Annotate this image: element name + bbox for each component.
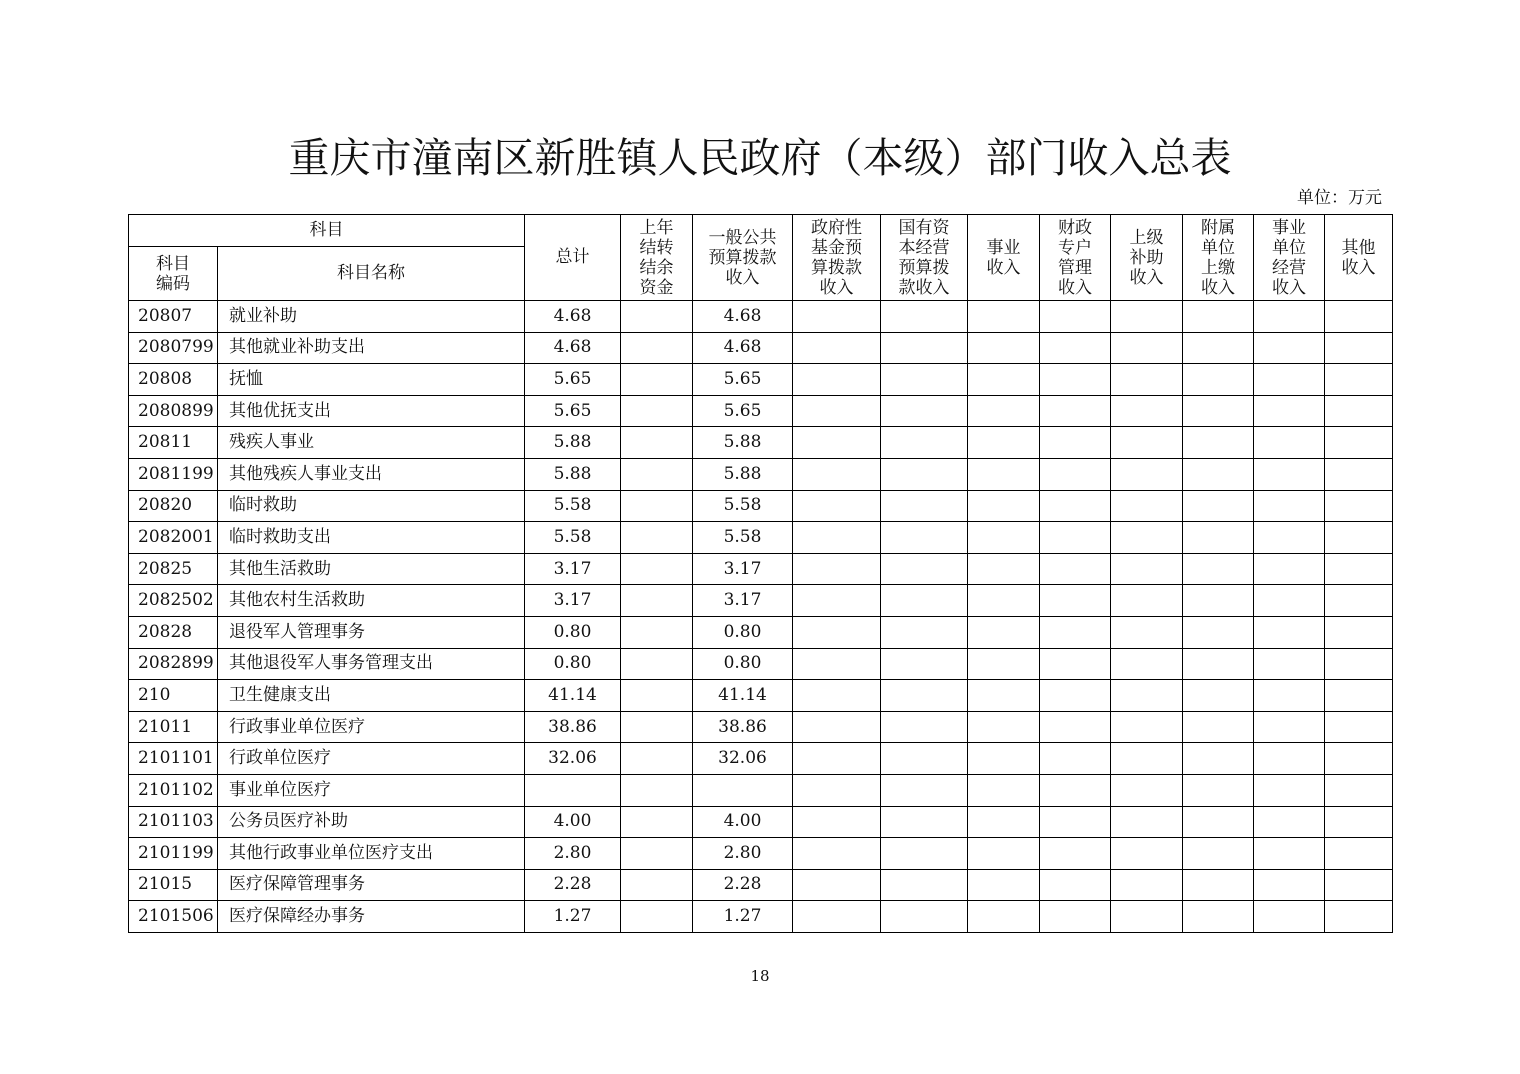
- table-row: [129, 395, 1393, 427]
- table-row: [129, 585, 1393, 617]
- cell-gov-fund: [793, 869, 881, 901]
- cell-total: 4.68: [525, 301, 621, 333]
- cell-total: [525, 774, 621, 806]
- cell-gov-fund: [793, 427, 881, 459]
- cell-superior-subsidy: [1111, 743, 1183, 775]
- header-subject-group: 科目: [129, 215, 525, 247]
- cell-business: [968, 743, 1040, 775]
- cell-code: 2101101: [129, 743, 218, 775]
- cell-fiscal-special: [1040, 774, 1111, 806]
- cell-superior-subsidy: [1111, 332, 1183, 364]
- cell-affiliated: [1183, 585, 1254, 617]
- cell-fiscal-special: [1040, 427, 1111, 459]
- cell-business: [968, 301, 1040, 333]
- cell-carryover: [621, 616, 693, 648]
- cell-fiscal-special: [1040, 680, 1111, 712]
- cell-carryover: [621, 490, 693, 522]
- cell-other: [1325, 585, 1393, 617]
- cell-business-operation: [1254, 901, 1325, 933]
- cell-business: [968, 869, 1040, 901]
- cell-general-budget: 5.58: [693, 490, 793, 522]
- cell-gov-fund: [793, 522, 881, 554]
- cell-carryover: [621, 838, 693, 870]
- cell-total: 1.27: [525, 901, 621, 933]
- cell-state-capital: [881, 585, 968, 617]
- cell-business: [968, 901, 1040, 933]
- cell-superior-subsidy: [1111, 553, 1183, 585]
- cell-general-budget: 5.88: [693, 427, 793, 459]
- cell-business: [968, 806, 1040, 838]
- cell-business: [968, 553, 1040, 585]
- cell-carryover: [621, 332, 693, 364]
- cell-fiscal-special: [1040, 395, 1111, 427]
- cell-superior-subsidy: [1111, 806, 1183, 838]
- cell-total: 0.80: [525, 648, 621, 680]
- cell-state-capital: [881, 901, 968, 933]
- cell-general-budget: 4.68: [693, 332, 793, 364]
- table-row: [129, 458, 1393, 490]
- table-row: [129, 522, 1393, 554]
- cell-general-budget: [693, 774, 793, 806]
- table-row: [129, 490, 1393, 522]
- table-row: [129, 616, 1393, 648]
- table-row: [129, 901, 1393, 933]
- cell-superior-subsidy: [1111, 395, 1183, 427]
- cell-total: 4.68: [525, 332, 621, 364]
- cell-code: 2081199: [129, 458, 218, 490]
- cell-affiliated: [1183, 901, 1254, 933]
- cell-business-operation: [1254, 774, 1325, 806]
- income-table: [128, 214, 1393, 933]
- cell-state-capital: [881, 522, 968, 554]
- cell-gov-fund: [793, 901, 881, 933]
- cell-name: 残疾人事业: [218, 427, 525, 459]
- cell-affiliated: [1183, 490, 1254, 522]
- cell-general-budget: 0.80: [693, 616, 793, 648]
- cell-superior-subsidy: [1111, 458, 1183, 490]
- header-affiliated: 附属 单位 上缴 收入: [1183, 215, 1254, 301]
- cell-name: 退役军人管理事务: [218, 616, 525, 648]
- cell-fiscal-special: [1040, 869, 1111, 901]
- cell-general-budget: 2.80: [693, 838, 793, 870]
- cell-fiscal-special: [1040, 332, 1111, 364]
- cell-general-budget: 2.28: [693, 869, 793, 901]
- cell-fiscal-special: [1040, 711, 1111, 743]
- cell-total: 0.80: [525, 616, 621, 648]
- cell-total: 38.86: [525, 711, 621, 743]
- cell-affiliated: [1183, 838, 1254, 870]
- cell-other: [1325, 458, 1393, 490]
- cell-business-operation: [1254, 395, 1325, 427]
- cell-affiliated: [1183, 301, 1254, 333]
- table-row: [129, 774, 1393, 806]
- cell-fiscal-special: [1040, 522, 1111, 554]
- cell-state-capital: [881, 680, 968, 712]
- cell-code: 2082899: [129, 648, 218, 680]
- cell-gov-fund: [793, 395, 881, 427]
- cell-carryover: [621, 648, 693, 680]
- cell-state-capital: [881, 364, 968, 396]
- cell-state-capital: [881, 332, 968, 364]
- table-row: [129, 806, 1393, 838]
- cell-code: 210: [129, 680, 218, 712]
- cell-total: 2.28: [525, 869, 621, 901]
- cell-business: [968, 490, 1040, 522]
- cell-other: [1325, 648, 1393, 680]
- cell-business-operation: [1254, 648, 1325, 680]
- cell-general-budget: 38.86: [693, 711, 793, 743]
- cell-affiliated: [1183, 806, 1254, 838]
- cell-superior-subsidy: [1111, 522, 1183, 554]
- cell-superior-subsidy: [1111, 364, 1183, 396]
- table-row: [129, 869, 1393, 901]
- cell-fiscal-special: [1040, 490, 1111, 522]
- cell-total: 5.88: [525, 458, 621, 490]
- cell-business: [968, 458, 1040, 490]
- cell-state-capital: [881, 711, 968, 743]
- cell-state-capital: [881, 427, 968, 459]
- cell-affiliated: [1183, 743, 1254, 775]
- cell-affiliated: [1183, 680, 1254, 712]
- table-row: [129, 711, 1393, 743]
- cell-affiliated: [1183, 427, 1254, 459]
- table-row: [129, 553, 1393, 585]
- cell-gov-fund: [793, 616, 881, 648]
- header-business: 事业 收入: [968, 215, 1040, 301]
- cell-affiliated: [1183, 458, 1254, 490]
- cell-carryover: [621, 806, 693, 838]
- cell-carryover: [621, 901, 693, 933]
- cell-gov-fund: [793, 806, 881, 838]
- cell-name: 其他残疾人事业支出: [218, 458, 525, 490]
- cell-total: 5.65: [525, 364, 621, 396]
- cell-gov-fund: [793, 553, 881, 585]
- cell-code: 2101199: [129, 838, 218, 870]
- cell-other: [1325, 680, 1393, 712]
- header-code: 科目 编码: [129, 247, 218, 301]
- cell-code: 20828: [129, 616, 218, 648]
- cell-other: [1325, 553, 1393, 585]
- cell-gov-fund: [793, 585, 881, 617]
- cell-affiliated: [1183, 332, 1254, 364]
- cell-other: [1325, 901, 1393, 933]
- header-general-budget: 一般公共 预算拨款 收入: [693, 215, 793, 301]
- cell-gov-fund: [793, 364, 881, 396]
- cell-state-capital: [881, 806, 968, 838]
- cell-code: 21011: [129, 711, 218, 743]
- unit-label: 单位：万元: [1297, 188, 1382, 208]
- page-number: 18: [750, 967, 770, 985]
- cell-carryover: [621, 585, 693, 617]
- cell-other: [1325, 427, 1393, 459]
- cell-name: 医疗保障经办事务: [218, 901, 525, 933]
- cell-gov-fund: [793, 743, 881, 775]
- cell-general-budget: 5.65: [693, 364, 793, 396]
- cell-state-capital: [881, 301, 968, 333]
- table-row: [129, 332, 1393, 364]
- cell-general-budget: 1.27: [693, 901, 793, 933]
- header-business-operation: 事业 单位 经营 收入: [1254, 215, 1325, 301]
- cell-total: 32.06: [525, 743, 621, 775]
- cell-state-capital: [881, 743, 968, 775]
- table-row: [129, 364, 1393, 396]
- cell-business-operation: [1254, 553, 1325, 585]
- cell-business: [968, 395, 1040, 427]
- cell-code: 2080899: [129, 395, 218, 427]
- cell-affiliated: [1183, 553, 1254, 585]
- cell-name: 就业补助: [218, 301, 525, 333]
- cell-name: 其他行政事业单位医疗支出: [218, 838, 525, 870]
- cell-superior-subsidy: [1111, 427, 1183, 459]
- cell-affiliated: [1183, 395, 1254, 427]
- cell-name: 其他农村生活救助: [218, 585, 525, 617]
- cell-carryover: [621, 743, 693, 775]
- cell-code: 2101506: [129, 901, 218, 933]
- cell-state-capital: [881, 553, 968, 585]
- cell-general-budget: 32.06: [693, 743, 793, 775]
- cell-state-capital: [881, 490, 968, 522]
- cell-general-budget: 4.00: [693, 806, 793, 838]
- cell-code: 20825: [129, 553, 218, 585]
- header-total: 总计: [525, 215, 621, 301]
- cell-business: [968, 585, 1040, 617]
- cell-business-operation: [1254, 427, 1325, 459]
- cell-name: 其他优抚支出: [218, 395, 525, 427]
- table-body: [129, 301, 1393, 933]
- cell-carryover: [621, 711, 693, 743]
- cell-business-operation: [1254, 585, 1325, 617]
- table-row: [129, 680, 1393, 712]
- cell-state-capital: [881, 648, 968, 680]
- cell-other: [1325, 806, 1393, 838]
- cell-total: 3.17: [525, 585, 621, 617]
- cell-other: [1325, 743, 1393, 775]
- cell-business: [968, 427, 1040, 459]
- cell-total: 3.17: [525, 553, 621, 585]
- cell-business: [968, 332, 1040, 364]
- cell-gov-fund: [793, 490, 881, 522]
- cell-code: 20811: [129, 427, 218, 459]
- cell-code: 2082502: [129, 585, 218, 617]
- cell-total: 4.00: [525, 806, 621, 838]
- cell-business-operation: [1254, 301, 1325, 333]
- cell-gov-fund: [793, 458, 881, 490]
- cell-business: [968, 648, 1040, 680]
- cell-gov-fund: [793, 680, 881, 712]
- cell-fiscal-special: [1040, 585, 1111, 617]
- cell-total: 41.14: [525, 680, 621, 712]
- cell-name: 其他就业补助支出: [218, 332, 525, 364]
- cell-name: 临时救助支出: [218, 522, 525, 554]
- header-state-capital: 国有资 本经营 预算拨 款收入: [881, 215, 968, 301]
- cell-code: 2080799: [129, 332, 218, 364]
- cell-business: [968, 838, 1040, 870]
- cell-superior-subsidy: [1111, 901, 1183, 933]
- cell-business-operation: [1254, 711, 1325, 743]
- cell-superior-subsidy: [1111, 585, 1183, 617]
- cell-business-operation: [1254, 838, 1325, 870]
- cell-other: [1325, 838, 1393, 870]
- cell-carryover: [621, 522, 693, 554]
- cell-business-operation: [1254, 806, 1325, 838]
- cell-superior-subsidy: [1111, 774, 1183, 806]
- table-row: [129, 838, 1393, 870]
- cell-code: 2082001: [129, 522, 218, 554]
- cell-general-budget: 5.88: [693, 458, 793, 490]
- cell-superior-subsidy: [1111, 838, 1183, 870]
- cell-carryover: [621, 301, 693, 333]
- cell-gov-fund: [793, 648, 881, 680]
- cell-other: [1325, 774, 1393, 806]
- cell-code: 20808: [129, 364, 218, 396]
- cell-other: [1325, 616, 1393, 648]
- cell-other: [1325, 711, 1393, 743]
- cell-state-capital: [881, 616, 968, 648]
- cell-other: [1325, 490, 1393, 522]
- cell-business-operation: [1254, 364, 1325, 396]
- cell-superior-subsidy: [1111, 711, 1183, 743]
- cell-general-budget: 41.14: [693, 680, 793, 712]
- cell-affiliated: [1183, 648, 1254, 680]
- cell-business: [968, 616, 1040, 648]
- cell-general-budget: 5.65: [693, 395, 793, 427]
- cell-gov-fund: [793, 332, 881, 364]
- header-fiscal-special: 财政 专户 管理 收入: [1040, 215, 1111, 301]
- cell-superior-subsidy: [1111, 869, 1183, 901]
- cell-business-operation: [1254, 869, 1325, 901]
- cell-fiscal-special: [1040, 901, 1111, 933]
- cell-name: 事业单位医疗: [218, 774, 525, 806]
- cell-affiliated: [1183, 711, 1254, 743]
- cell-name: 临时救助: [218, 490, 525, 522]
- cell-fiscal-special: [1040, 616, 1111, 648]
- cell-carryover: [621, 364, 693, 396]
- cell-fiscal-special: [1040, 806, 1111, 838]
- cell-other: [1325, 332, 1393, 364]
- cell-business: [968, 522, 1040, 554]
- cell-total: 2.80: [525, 838, 621, 870]
- cell-code: 21015: [129, 869, 218, 901]
- cell-gov-fund: [793, 838, 881, 870]
- cell-state-capital: [881, 395, 968, 427]
- cell-name: 公务员医疗补助: [218, 806, 525, 838]
- table-row: [129, 427, 1393, 459]
- cell-name: 医疗保障管理事务: [218, 869, 525, 901]
- cell-fiscal-special: [1040, 838, 1111, 870]
- table-row: [129, 301, 1393, 333]
- cell-business-operation: [1254, 332, 1325, 364]
- cell-superior-subsidy: [1111, 490, 1183, 522]
- cell-general-budget: 4.68: [693, 301, 793, 333]
- cell-business: [968, 680, 1040, 712]
- cell-carryover: [621, 774, 693, 806]
- cell-general-budget: 5.58: [693, 522, 793, 554]
- cell-gov-fund: [793, 711, 881, 743]
- cell-superior-subsidy: [1111, 680, 1183, 712]
- cell-business-operation: [1254, 490, 1325, 522]
- cell-total: 5.88: [525, 427, 621, 459]
- cell-state-capital: [881, 458, 968, 490]
- header-name: 科目名称: [218, 247, 525, 301]
- cell-affiliated: [1183, 616, 1254, 648]
- cell-name: 其他生活救助: [218, 553, 525, 585]
- cell-affiliated: [1183, 774, 1254, 806]
- cell-code: 2101102: [129, 774, 218, 806]
- cell-other: [1325, 364, 1393, 396]
- cell-name: 行政事业单位医疗: [218, 711, 525, 743]
- cell-state-capital: [881, 838, 968, 870]
- cell-other: [1325, 395, 1393, 427]
- cell-business-operation: [1254, 522, 1325, 554]
- cell-fiscal-special: [1040, 364, 1111, 396]
- cell-business: [968, 364, 1040, 396]
- cell-fiscal-special: [1040, 458, 1111, 490]
- table-row: [129, 648, 1393, 680]
- cell-carryover: [621, 553, 693, 585]
- cell-fiscal-special: [1040, 301, 1111, 333]
- cell-fiscal-special: [1040, 648, 1111, 680]
- cell-carryover: [621, 427, 693, 459]
- cell-name: 其他退役军人事务管理支出: [218, 648, 525, 680]
- cell-superior-subsidy: [1111, 616, 1183, 648]
- header-gov-fund: 政府性 基金预 算拨款 收入: [793, 215, 881, 301]
- header-other: 其他 收入: [1325, 215, 1393, 301]
- header-carryover: 上年 结转 结余 资金: [621, 215, 693, 301]
- cell-general-budget: 0.80: [693, 648, 793, 680]
- cell-carryover: [621, 680, 693, 712]
- header-superior-subsidy: 上级 补助 收入: [1111, 215, 1183, 301]
- cell-other: [1325, 301, 1393, 333]
- cell-total: 5.58: [525, 522, 621, 554]
- cell-other: [1325, 869, 1393, 901]
- cell-code: 20807: [129, 301, 218, 333]
- cell-business-operation: [1254, 616, 1325, 648]
- cell-name: 卫生健康支出: [218, 680, 525, 712]
- cell-superior-subsidy: [1111, 648, 1183, 680]
- table-row: [129, 743, 1393, 775]
- cell-superior-subsidy: [1111, 301, 1183, 333]
- cell-code: 2101103: [129, 806, 218, 838]
- cell-business: [968, 774, 1040, 806]
- cell-affiliated: [1183, 522, 1254, 554]
- cell-fiscal-special: [1040, 743, 1111, 775]
- cell-fiscal-special: [1040, 553, 1111, 585]
- cell-carryover: [621, 395, 693, 427]
- cell-name: 行政单位医疗: [218, 743, 525, 775]
- cell-business-operation: [1254, 680, 1325, 712]
- cell-name: 抚恤: [218, 364, 525, 396]
- cell-business-operation: [1254, 743, 1325, 775]
- cell-state-capital: [881, 774, 968, 806]
- cell-carryover: [621, 458, 693, 490]
- cell-business-operation: [1254, 458, 1325, 490]
- cell-total: 5.58: [525, 490, 621, 522]
- cell-other: [1325, 522, 1393, 554]
- cell-total: 5.65: [525, 395, 621, 427]
- cell-business: [968, 711, 1040, 743]
- cell-general-budget: 3.17: [693, 585, 793, 617]
- page-title: 重庆市潼南区新胜镇人民政府（本级）部门收入总表: [288, 134, 1232, 182]
- cell-affiliated: [1183, 364, 1254, 396]
- cell-state-capital: [881, 869, 968, 901]
- cell-general-budget: 3.17: [693, 553, 793, 585]
- cell-code: 20820: [129, 490, 218, 522]
- cell-carryover: [621, 869, 693, 901]
- cell-affiliated: [1183, 869, 1254, 901]
- cell-gov-fund: [793, 301, 881, 333]
- cell-gov-fund: [793, 774, 881, 806]
